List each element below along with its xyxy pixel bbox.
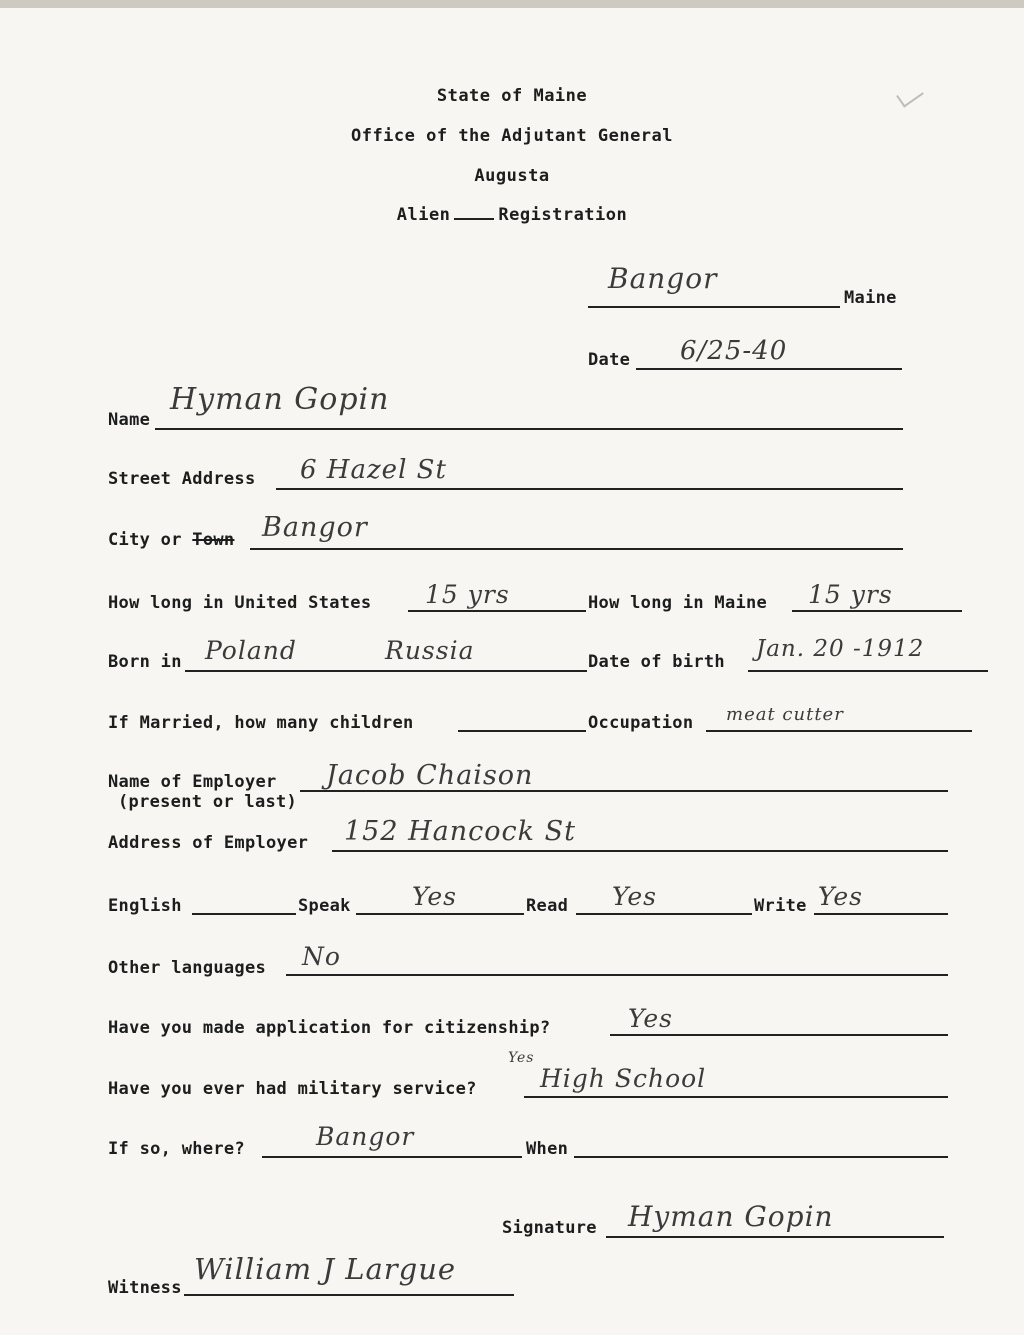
write-value[interactable]: Yes: [818, 882, 863, 911]
speak-label: Speak: [298, 896, 351, 916]
where-line: [262, 1156, 522, 1158]
name-line: [155, 428, 903, 430]
city-value[interactable]: Bangor: [262, 512, 368, 543]
date-of-birth-line: [748, 670, 988, 672]
read-label: Read: [526, 896, 569, 916]
how-long-maine-value[interactable]: 15 yrs: [808, 580, 893, 609]
signature-line: [606, 1236, 944, 1238]
employer-address-line: [332, 850, 948, 852]
how-long-us-line: [408, 610, 586, 612]
other-languages-label: Other languages: [108, 958, 267, 978]
children-line: [458, 730, 586, 732]
where-label: If so, where?: [108, 1139, 245, 1159]
write-label: Write: [754, 896, 807, 916]
date-of-birth-value[interactable]: Jan. 20 -1912: [756, 636, 925, 662]
speak-line: [356, 913, 524, 915]
employer-address-value[interactable]: 152 Hancock St: [344, 816, 576, 847]
town-struck-label: Town: [192, 530, 235, 550]
born-in-value-1[interactable]: Poland: [205, 636, 297, 665]
military-line: [524, 1096, 948, 1098]
signature-value[interactable]: Hyman Gopin: [628, 1200, 834, 1233]
employer-name-label: Name of Employer: [108, 772, 277, 792]
signature-label: Signature: [502, 1218, 597, 1238]
date-value[interactable]: 6/25-40: [680, 336, 788, 366]
header-state: State of Maine: [436, 86, 588, 106]
born-in-label: Born in: [108, 652, 182, 672]
page-top-edge: [0, 0, 1024, 8]
occupation-value[interactable]: meat cutter: [726, 704, 844, 725]
header-city: Augusta: [474, 166, 550, 186]
name-label: Name: [108, 410, 151, 430]
how-long-us-value[interactable]: 15 yrs: [425, 580, 510, 609]
how-long-maine-label: How long in Maine: [588, 593, 768, 613]
location-value[interactable]: Bangor: [608, 262, 718, 295]
english-label: English: [108, 896, 182, 916]
city-line: [250, 548, 903, 550]
employer-name-line: [300, 790, 948, 792]
occupation-label: Occupation: [588, 713, 694, 733]
location-state-label: Maine: [844, 288, 897, 308]
how-long-us-label: How long in United States: [108, 593, 372, 613]
children-label: If Married, how many children: [108, 713, 414, 733]
where-value[interactable]: Bangor: [316, 1122, 415, 1151]
english-line: [192, 913, 296, 915]
city-label: City or Town: [108, 530, 235, 550]
citizenship-label: Have you made application for citizenship?: [108, 1018, 551, 1038]
citizenship-value[interactable]: Yes: [628, 1004, 673, 1033]
street-address-value[interactable]: 6 Hazel St: [300, 455, 447, 485]
speak-value[interactable]: Yes: [412, 882, 457, 911]
military-value-top[interactable]: Yes: [508, 1050, 535, 1066]
military-label: Have you ever had military service?: [108, 1079, 477, 1099]
born-in-line: [185, 670, 587, 672]
form-title: Alien Registration: [396, 205, 628, 225]
street-address-label: Street Address: [108, 469, 256, 489]
citizenship-line: [610, 1034, 948, 1036]
write-line: [814, 913, 948, 915]
military-value[interactable]: High School: [540, 1064, 707, 1093]
name-value[interactable]: Hyman Gopin: [170, 382, 390, 417]
read-value[interactable]: Yes: [612, 882, 657, 911]
how-long-maine-line: [792, 610, 962, 612]
date-of-birth-label: Date of birth: [588, 652, 725, 672]
when-label: When: [526, 1139, 569, 1159]
occupation-line: [706, 730, 972, 732]
when-line: [574, 1156, 948, 1158]
witness-label: Witness: [108, 1278, 182, 1298]
header-office: Office of the Adjutant General: [350, 126, 674, 146]
employer-address-label: Address of Employer: [108, 833, 309, 853]
read-line: [576, 913, 752, 915]
employer-name-sublabel: (present or last): [118, 792, 298, 812]
witness-value[interactable]: William J Largue: [194, 1252, 457, 1286]
other-languages-value[interactable]: No: [302, 942, 341, 971]
street-address-line: [276, 488, 903, 490]
born-in-value-2[interactable]: Russia: [385, 636, 475, 665]
date-label: Date: [588, 350, 631, 370]
date-line: [636, 368, 902, 370]
other-languages-line: [286, 974, 948, 976]
location-line: [588, 306, 840, 308]
employer-name-value[interactable]: Jacob Chaison: [326, 760, 534, 791]
witness-line: [184, 1294, 514, 1296]
